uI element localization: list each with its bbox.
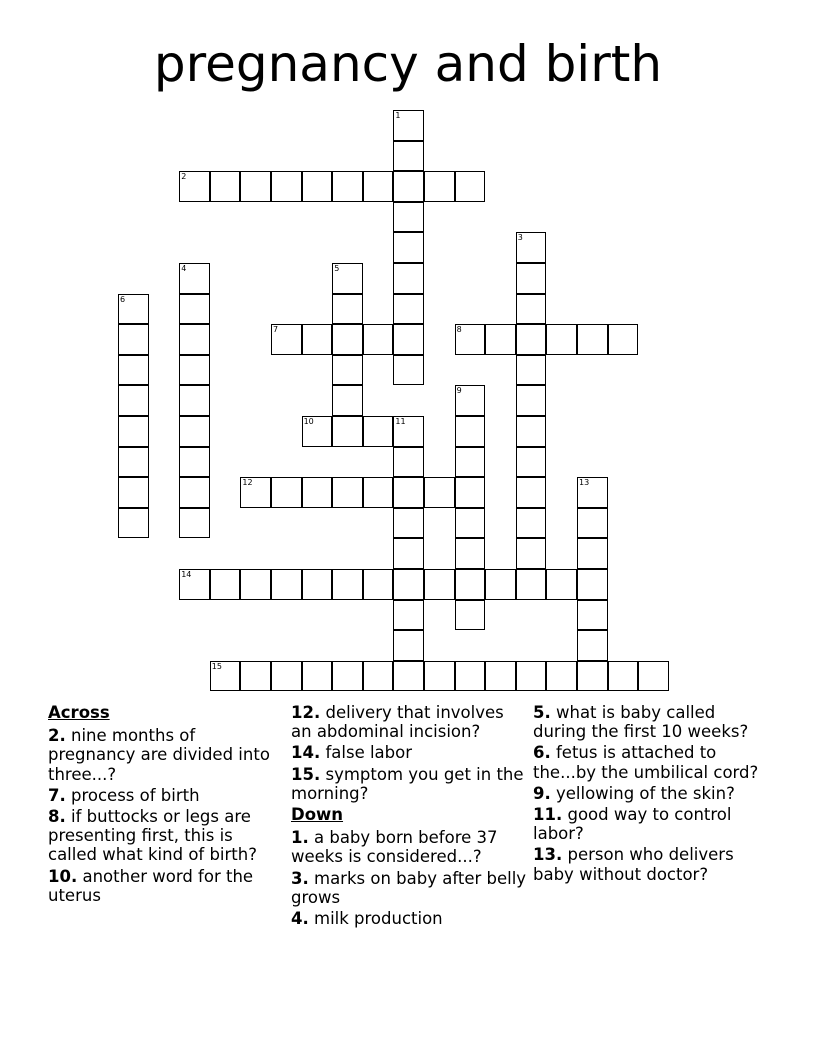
grid-cell[interactable] (455, 477, 486, 508)
grid-cell[interactable] (118, 324, 149, 355)
clue-number: 7 (273, 325, 279, 335)
grid-cell[interactable] (516, 385, 547, 416)
grid-cell[interactable] (210, 661, 241, 692)
clue-across-7: 7. process of birth (48, 785, 200, 805)
grid-cell[interactable] (424, 569, 455, 600)
clue-column-1 (48, 703, 284, 907)
clue-down-13: 13. person who delivers baby without doctor? (533, 845, 734, 884)
grid-cell[interactable] (393, 202, 424, 233)
grid-cell[interactable] (363, 416, 394, 447)
clue-number: 13 (579, 478, 590, 488)
grid-cell[interactable] (332, 385, 363, 416)
grid-cell[interactable] (546, 324, 577, 355)
grid-cell[interactable] (302, 569, 333, 600)
grid-cell[interactable] (118, 508, 149, 539)
grid-cell[interactable] (424, 661, 455, 692)
clue-number: 15 (211, 661, 222, 671)
grid-cell[interactable] (332, 661, 363, 692)
grid-cell[interactable] (516, 508, 547, 539)
grid-cell[interactable] (516, 324, 547, 355)
grid-cell[interactable] (393, 171, 424, 202)
grid-cell[interactable] (424, 477, 455, 508)
grid-cell[interactable] (240, 171, 271, 202)
grid-cell[interactable] (363, 569, 394, 600)
clue-down-5: 5. what is baby called during the first 10 weeks? (533, 703, 749, 742)
grid-cell[interactable] (455, 324, 486, 355)
grid-cell[interactable] (179, 263, 210, 294)
grid-cell[interactable] (271, 661, 302, 692)
clue-down-11: 11. good way to control labor? (533, 805, 732, 844)
grid-cell[interactable] (516, 538, 547, 569)
grid-cell[interactable] (577, 538, 608, 569)
clue-number: 9 (456, 386, 462, 396)
clue-number: 14 (181, 570, 192, 579)
grid-cell[interactable] (455, 600, 486, 631)
grid-cell[interactable] (577, 477, 608, 508)
grid-cell[interactable] (577, 661, 608, 692)
grid-cell[interactable] (332, 263, 363, 294)
clue-number: 2 (181, 172, 187, 182)
grid-cell[interactable] (393, 447, 424, 478)
grid-cell[interactable] (118, 447, 149, 478)
grid-cell[interactable] (393, 355, 424, 386)
grid-cell[interactable] (302, 324, 333, 355)
clue-across-15: 15. symptom you get in the morning? (291, 764, 524, 803)
grid-cell[interactable] (516, 569, 547, 600)
grid-cell[interactable] (455, 569, 486, 600)
grid-cell[interactable] (516, 232, 547, 263)
grid-cell[interactable] (577, 630, 608, 661)
puzzle-title: pregnancy and birth (153, 35, 663, 93)
grid-cell[interactable] (546, 569, 577, 600)
grid-cell[interactable] (516, 355, 547, 386)
grid-cell[interactable] (424, 171, 455, 202)
clue-down-6: 6. fetus is attached to the...by the umbilical cord? (533, 743, 759, 782)
grid-cell[interactable] (118, 355, 149, 386)
grid-cell[interactable] (363, 171, 394, 202)
grid-cell[interactable] (393, 294, 424, 325)
grid-cell[interactable] (546, 661, 577, 692)
grid-cell[interactable] (179, 355, 210, 386)
grid-cell[interactable] (302, 661, 333, 692)
grid-cell[interactable] (608, 324, 639, 355)
grid-cell[interactable] (179, 416, 210, 447)
grid-cell[interactable] (118, 294, 149, 325)
grid-cell[interactable] (577, 600, 608, 631)
grid-cell[interactable] (271, 171, 302, 202)
clue-across-2: 2. nine months of pregnancy are divided into three...? (48, 726, 270, 784)
clue-number: 3 (517, 233, 523, 243)
grid-cell[interactable] (485, 324, 516, 355)
grid-cell[interactable] (393, 630, 424, 661)
grid-cell[interactable] (179, 324, 210, 355)
grid-cell[interactable] (516, 447, 547, 478)
grid-cell[interactable] (577, 569, 608, 600)
grid-cell[interactable] (455, 661, 486, 692)
grid-cell[interactable] (516, 263, 547, 294)
clue-down-9: 9. yellowing of the skin? (533, 783, 735, 803)
clue-number: 10 (303, 417, 314, 426)
grid-cell[interactable] (332, 171, 363, 202)
grid-cell[interactable] (332, 477, 363, 508)
grid-cell[interactable] (332, 294, 363, 325)
grid-cell[interactable] (271, 324, 302, 355)
grid-cell[interactable] (210, 569, 241, 600)
across-heading: Across (48, 703, 110, 722)
grid-cell[interactable] (179, 477, 210, 508)
down-heading: Down (291, 805, 344, 825)
grid-cell[interactable] (332, 324, 363, 355)
grid-cell[interactable] (179, 385, 210, 416)
clue-across-12: 12. delivery that involves an abdominal incision? (291, 703, 504, 742)
grid-cell[interactable] (393, 232, 424, 263)
clue-column-3 (533, 703, 769, 886)
grid-cell[interactable] (577, 324, 608, 355)
clue-column-2 (291, 703, 527, 930)
grid-cell[interactable] (393, 416, 424, 447)
grid-cell[interactable] (393, 477, 424, 508)
grid-cell[interactable] (393, 508, 424, 539)
clue-down-3: 3. marks on baby after belly grows (291, 868, 527, 907)
grid-cell[interactable] (302, 171, 333, 202)
grid-cell[interactable] (271, 569, 302, 600)
grid-cell[interactable] (485, 661, 516, 692)
grid-cell[interactable] (118, 477, 149, 508)
clue-number: 12 (242, 478, 253, 488)
grid-cell[interactable] (332, 416, 363, 447)
grid-cell[interactable] (271, 477, 302, 508)
grid-cell[interactable] (179, 294, 210, 325)
clue-across-8: 8. if buttocks or legs are presenting first, this is called what kind of birth? (48, 807, 257, 865)
grid-cell[interactable] (608, 661, 639, 692)
grid-cell[interactable] (393, 569, 424, 600)
grid-cell[interactable] (455, 508, 486, 539)
grid-cell[interactable] (393, 661, 424, 692)
grid-cell[interactable] (393, 600, 424, 631)
grid-cell[interactable] (455, 447, 486, 478)
grid-cell[interactable] (363, 661, 394, 692)
clue-down-1: 1. a baby born before 37 weeks is considered...? (291, 828, 498, 867)
grid-cell[interactable] (455, 385, 486, 416)
grid-cell[interactable] (240, 661, 271, 692)
grid-cell[interactable] (393, 263, 424, 294)
grid-cell[interactable] (240, 477, 271, 508)
grid-cell[interactable] (393, 324, 424, 355)
grid-cell[interactable] (516, 477, 547, 508)
grid-cell[interactable] (455, 538, 486, 569)
grid-cell[interactable] (332, 569, 363, 600)
grid-cell[interactable] (577, 508, 608, 539)
grid-cell[interactable] (118, 385, 149, 416)
grid-cell[interactable] (332, 355, 363, 386)
grid-cell[interactable] (210, 171, 241, 202)
grid-cell[interactable] (393, 110, 424, 141)
clue-across-14: 14. false labor (291, 743, 413, 763)
clue-down-4: 4. milk production (291, 909, 443, 929)
grid-cell[interactable] (485, 569, 516, 600)
grid-cell[interactable] (638, 661, 669, 692)
grid-cell[interactable] (179, 171, 210, 202)
grid-cell[interactable] (516, 294, 547, 325)
grid-cell[interactable] (516, 661, 547, 692)
grid-cell[interactable] (179, 508, 210, 539)
grid-cell[interactable] (455, 416, 486, 447)
grid-cell[interactable] (363, 477, 394, 508)
clue-number: 8 (456, 325, 462, 335)
grid-cell[interactable] (393, 538, 424, 569)
grid-cell[interactable] (302, 477, 333, 508)
grid-cell[interactable] (455, 171, 486, 202)
grid-cell[interactable] (302, 416, 333, 447)
clue-across-10: 10. another word for the uterus (48, 866, 254, 905)
grid-cell[interactable] (179, 447, 210, 478)
grid-cell[interactable] (516, 416, 547, 447)
grid-cell[interactable] (363, 324, 394, 355)
clue-number: 6 (120, 294, 126, 304)
grid-cell[interactable] (240, 569, 271, 600)
grid-cell[interactable] (179, 569, 210, 600)
clue-number: 4 (181, 264, 187, 273)
grid-cell[interactable] (393, 141, 424, 172)
clue-number: 11 (395, 417, 406, 426)
clue-number: 5 (334, 264, 340, 273)
grid-cell[interactable] (118, 416, 149, 447)
clue-number: 1 (395, 111, 401, 120)
